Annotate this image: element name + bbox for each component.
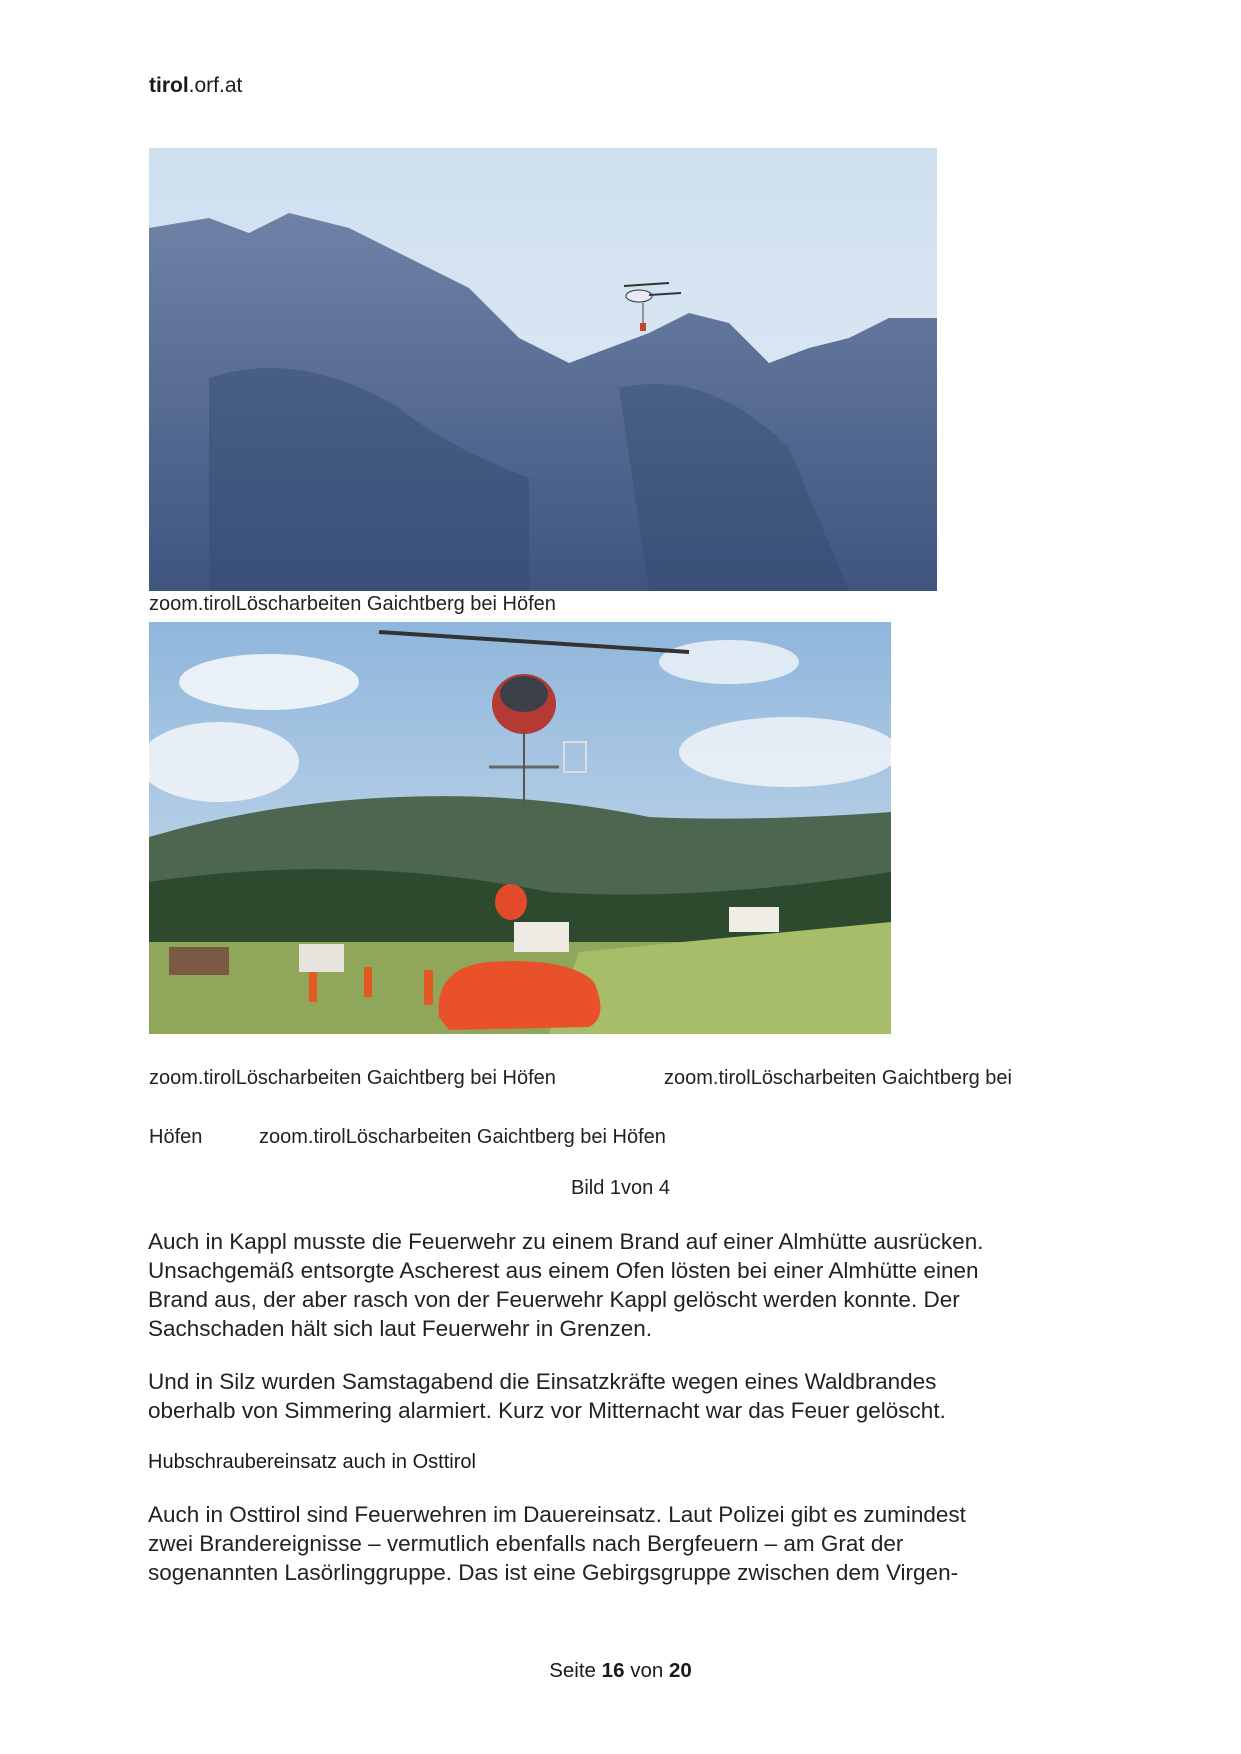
text-line: Brand aus, der aber rasch von der Feuerwehr Kappl gelöscht werden konnte. Der [148, 1287, 960, 1312]
photo-mountain-helicopter [149, 148, 937, 591]
text-line: Auch in Osttirol sind Feuerwehren im Dauereinsatz. Laut Polizei gibt es zumindest [148, 1502, 966, 1527]
gallery-caption: zoom.tirolLöscharbeiten Gaichtberg bei Höfen [149, 1067, 556, 1089]
brand-rest: .orf.at [188, 74, 243, 97]
page-footer [0, 1659, 1241, 1683]
text-line: oberhalb von Simmering alarmiert. Kurz vor Mitternacht war das Feuer gelöscht. [148, 1398, 946, 1423]
site-header [149, 74, 242, 98]
paragraph [148, 1500, 1108, 1587]
image-caption: zoom.tirolLöscharbeiten Gaichtberg bei Höfen [149, 593, 556, 615]
subheading: Hubschraubereinsatz auch in Osttirol [148, 1451, 476, 1473]
brand-bold: tirol [149, 74, 189, 97]
footer-mid: von [630, 1659, 664, 1682]
paragraph [148, 1367, 1108, 1425]
gallery-caption: zoom.tirolLöscharbeiten Gaichtberg bei Höfen [259, 1126, 666, 1148]
footer-page-total: 20 [668, 1659, 692, 1682]
gallery-caption: Höfen [149, 1126, 203, 1148]
text-line: Unsachgemäß entsorgte Ascherest aus einem Ofen lösten bei einer Almhütte einen [148, 1258, 979, 1283]
gallery-counter: Bild 1von 4 [571, 1177, 670, 1199]
text-line: Sachschaden hält sich laut Feuerwehr in Grenzen. [148, 1316, 653, 1341]
footer-prefix: Seite [549, 1659, 596, 1682]
footer-page-number: 16 [601, 1659, 625, 1682]
text-line: Auch in Kappl musste die Feuerwehr zu einem Brand auf einer Almhütte ausrücken. [148, 1229, 984, 1254]
text-line: zwei Brandereignisse – vermutlich ebenfalls nach Bergfeuern – am Grat der [148, 1531, 904, 1556]
photo-helicopter-water-tank [149, 622, 891, 1034]
text-line: sogenannten Lasörlinggruppe. Das ist eine Gebirgsgruppe zwischen dem Virgen- [148, 1560, 959, 1585]
paragraph [148, 1227, 1108, 1343]
text-line: Und in Silz wurden Samstagabend die Einsatzkräfte wegen eines Waldbrandes [148, 1369, 937, 1394]
gallery-caption: zoom.tirolLöscharbeiten Gaichtberg bei [664, 1067, 1012, 1089]
